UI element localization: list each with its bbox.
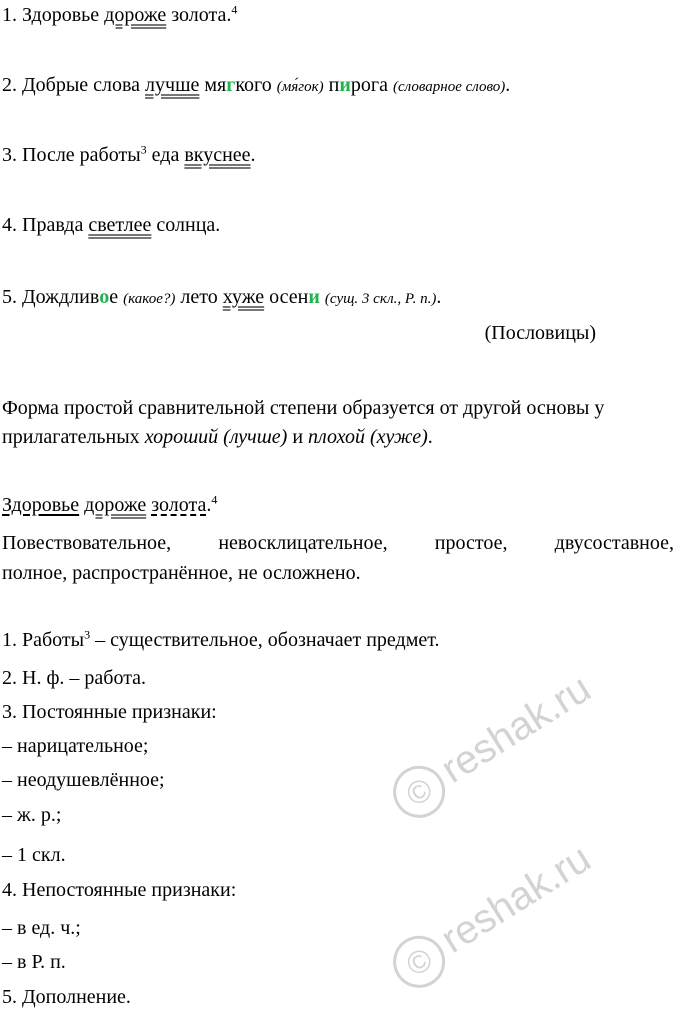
source-label: (Пословицы)	[484, 322, 596, 344]
sentence-2: 2. Добрые слова лучше мягкого (мя́гок) пирога (словарное слово).	[2, 74, 511, 96]
rule-line-2: прилагательных хороший (лучше) и плохой (хуже).	[2, 426, 433, 448]
morph-item: – в ед. ч.;	[2, 917, 81, 939]
morph-item: 3. Постоянные признаки:	[2, 701, 217, 723]
rule-line-1: Форма простой сравнительной степени образуется от другой основы у	[2, 397, 605, 419]
morph-item: – нарицательное;	[2, 735, 149, 757]
morph-item: 5. Дополнение.	[2, 986, 131, 1008]
morph-item: 1. Работы$^3$ – существительное, обозначает предмет.	[2, 627, 440, 651]
parsed-sentence: Здоровье дороже золота.$^4$	[2, 492, 218, 516]
characteristics-line-2: полное, распространённое, не осложнено.	[2, 562, 361, 584]
morph-item: – ж. р.;	[2, 804, 62, 826]
morph-item: – неодушевлённое;	[2, 769, 165, 791]
sentence-3: 3. После работы$^3$ еда вкуснее.	[2, 142, 256, 166]
morph-item: 2. Н. ф. – работа.	[2, 667, 147, 689]
sentence-5: 5. Дождливое (какое?) лето хуже осени (сущ. 3 скл., Р. п.).	[2, 286, 442, 308]
morph-item: 4. Непостоянные признаки:	[2, 879, 237, 901]
watermark: ©reshak.ru	[383, 834, 601, 997]
morph-item: – в Р. п.	[2, 951, 66, 973]
morph-item: – 1 скл.	[2, 844, 66, 866]
watermark: ©reshak.ru	[383, 664, 601, 827]
sentence-4: 4. Правда светлее солнца.	[2, 214, 221, 236]
sentence-1: 1. Здоровье дороже золота.$^4$	[2, 2, 238, 26]
characteristics-line-1: Повествовательное, невосклицательное, простое, двусоставное,	[2, 532, 674, 554]
